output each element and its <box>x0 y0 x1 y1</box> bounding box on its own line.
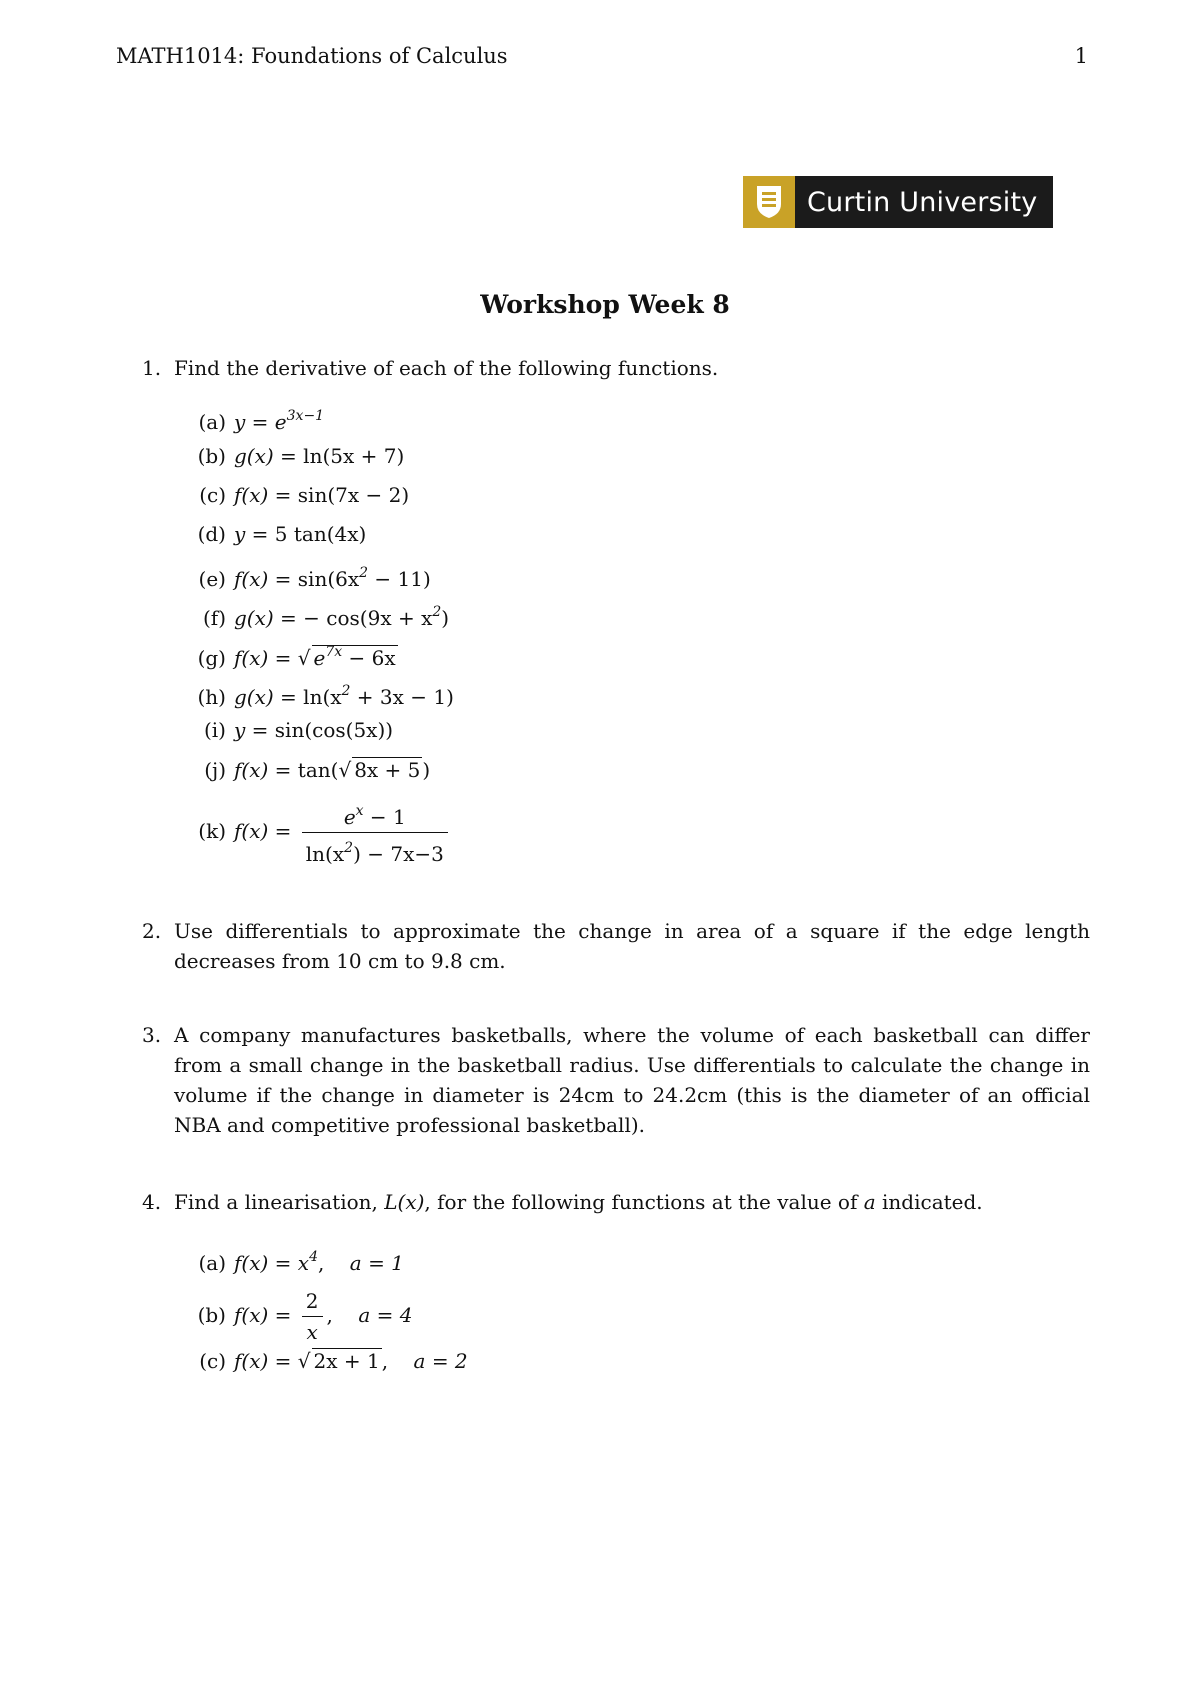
page-number: 1 <box>1074 44 1088 68</box>
question-4 <box>142 1187 1090 1217</box>
question-number: 2. <box>142 919 162 943</box>
q4-item-b: (b) f(x) = $\frac{2}{x}$ , a = 4 <box>188 1286 412 1347</box>
q1-item-b: (b) g(x) = ln(5x + 7) <box>197 444 405 468</box>
q4-item-c: (c) f(x) = √ 2x + 1 , a = 2 <box>199 1349 468 1373</box>
question-3 <box>142 1020 1090 1140</box>
question-number: 1. <box>142 356 162 380</box>
q1-item-h: (h) $g(x) = \ln(x^2 + 3x - 1)$ <box>197 683 454 709</box>
q1-item-f: (f) g(x) = − $\cos(9x + x^2)$ <box>202 604 450 630</box>
question-1 <box>142 353 1090 383</box>
page-title: Workshop Week 8 <box>480 290 730 319</box>
logo-text: Curtin University <box>807 186 1038 218</box>
question-number: 4. <box>142 1190 162 1214</box>
q1-item-c: (c) f(x) = sin(7x − 2) <box>199 483 410 507</box>
q1-item-k: (k) f(x) = $\frac{e^x - 1}{\ln(x^2) - 7x-3}$ <box>188 796 452 869</box>
q1-item-g: (g) f(x) = √ $e^{7x} - 6x$ <box>197 644 396 670</box>
question-2 <box>142 916 1090 976</box>
question-text: Use differentials to approximate the change in area of a square if the edge length decreases from 10 cm to 9.8 cm. <box>174 919 1090 973</box>
question-text: Find a linearisation, L(x), for the following functions at the value of a indicated. <box>174 1190 983 1214</box>
q1-item-j: (j) f(x) = tan(√ 8x + 5 ) <box>204 758 431 782</box>
q1-item-a: (a) $y = e^{3x-1}$ <box>198 408 325 434</box>
question-number: 3. <box>142 1023 162 1047</box>
crest-icon <box>743 176 795 228</box>
course-header: MATH1014: Foundations of Calculus <box>116 44 508 68</box>
fraction: $\frac{e^x - 1}{\ln(x^2) - 7x-3}$ <box>302 796 448 869</box>
question-text: Find the derivative of each of the following functions. <box>174 356 719 380</box>
q1-item-d: (d) y = 5 tan(4x) <box>197 522 367 546</box>
fraction: $\frac{2}{x}$ <box>302 1286 323 1347</box>
q1-item-i: (i) y = sin(cos(5x)) <box>203 718 394 742</box>
q1-item-e: (e) $f(x) = \sin(6x^2 - 11)$ <box>198 565 431 591</box>
curtin-logo <box>743 176 1053 228</box>
q4-item-a: (a) $f(x) = x^4$, a = 1 <box>198 1249 404 1275</box>
question-text: A company manufactures basketballs, where the volume of each basketball can differ from a small change in the basketball radius. Use differentials to calculate the change in volume if the change in diameter is 24cm to 24.2cm (this is the diameter of an official NBA and competitive professional basketball). <box>174 1023 1090 1137</box>
